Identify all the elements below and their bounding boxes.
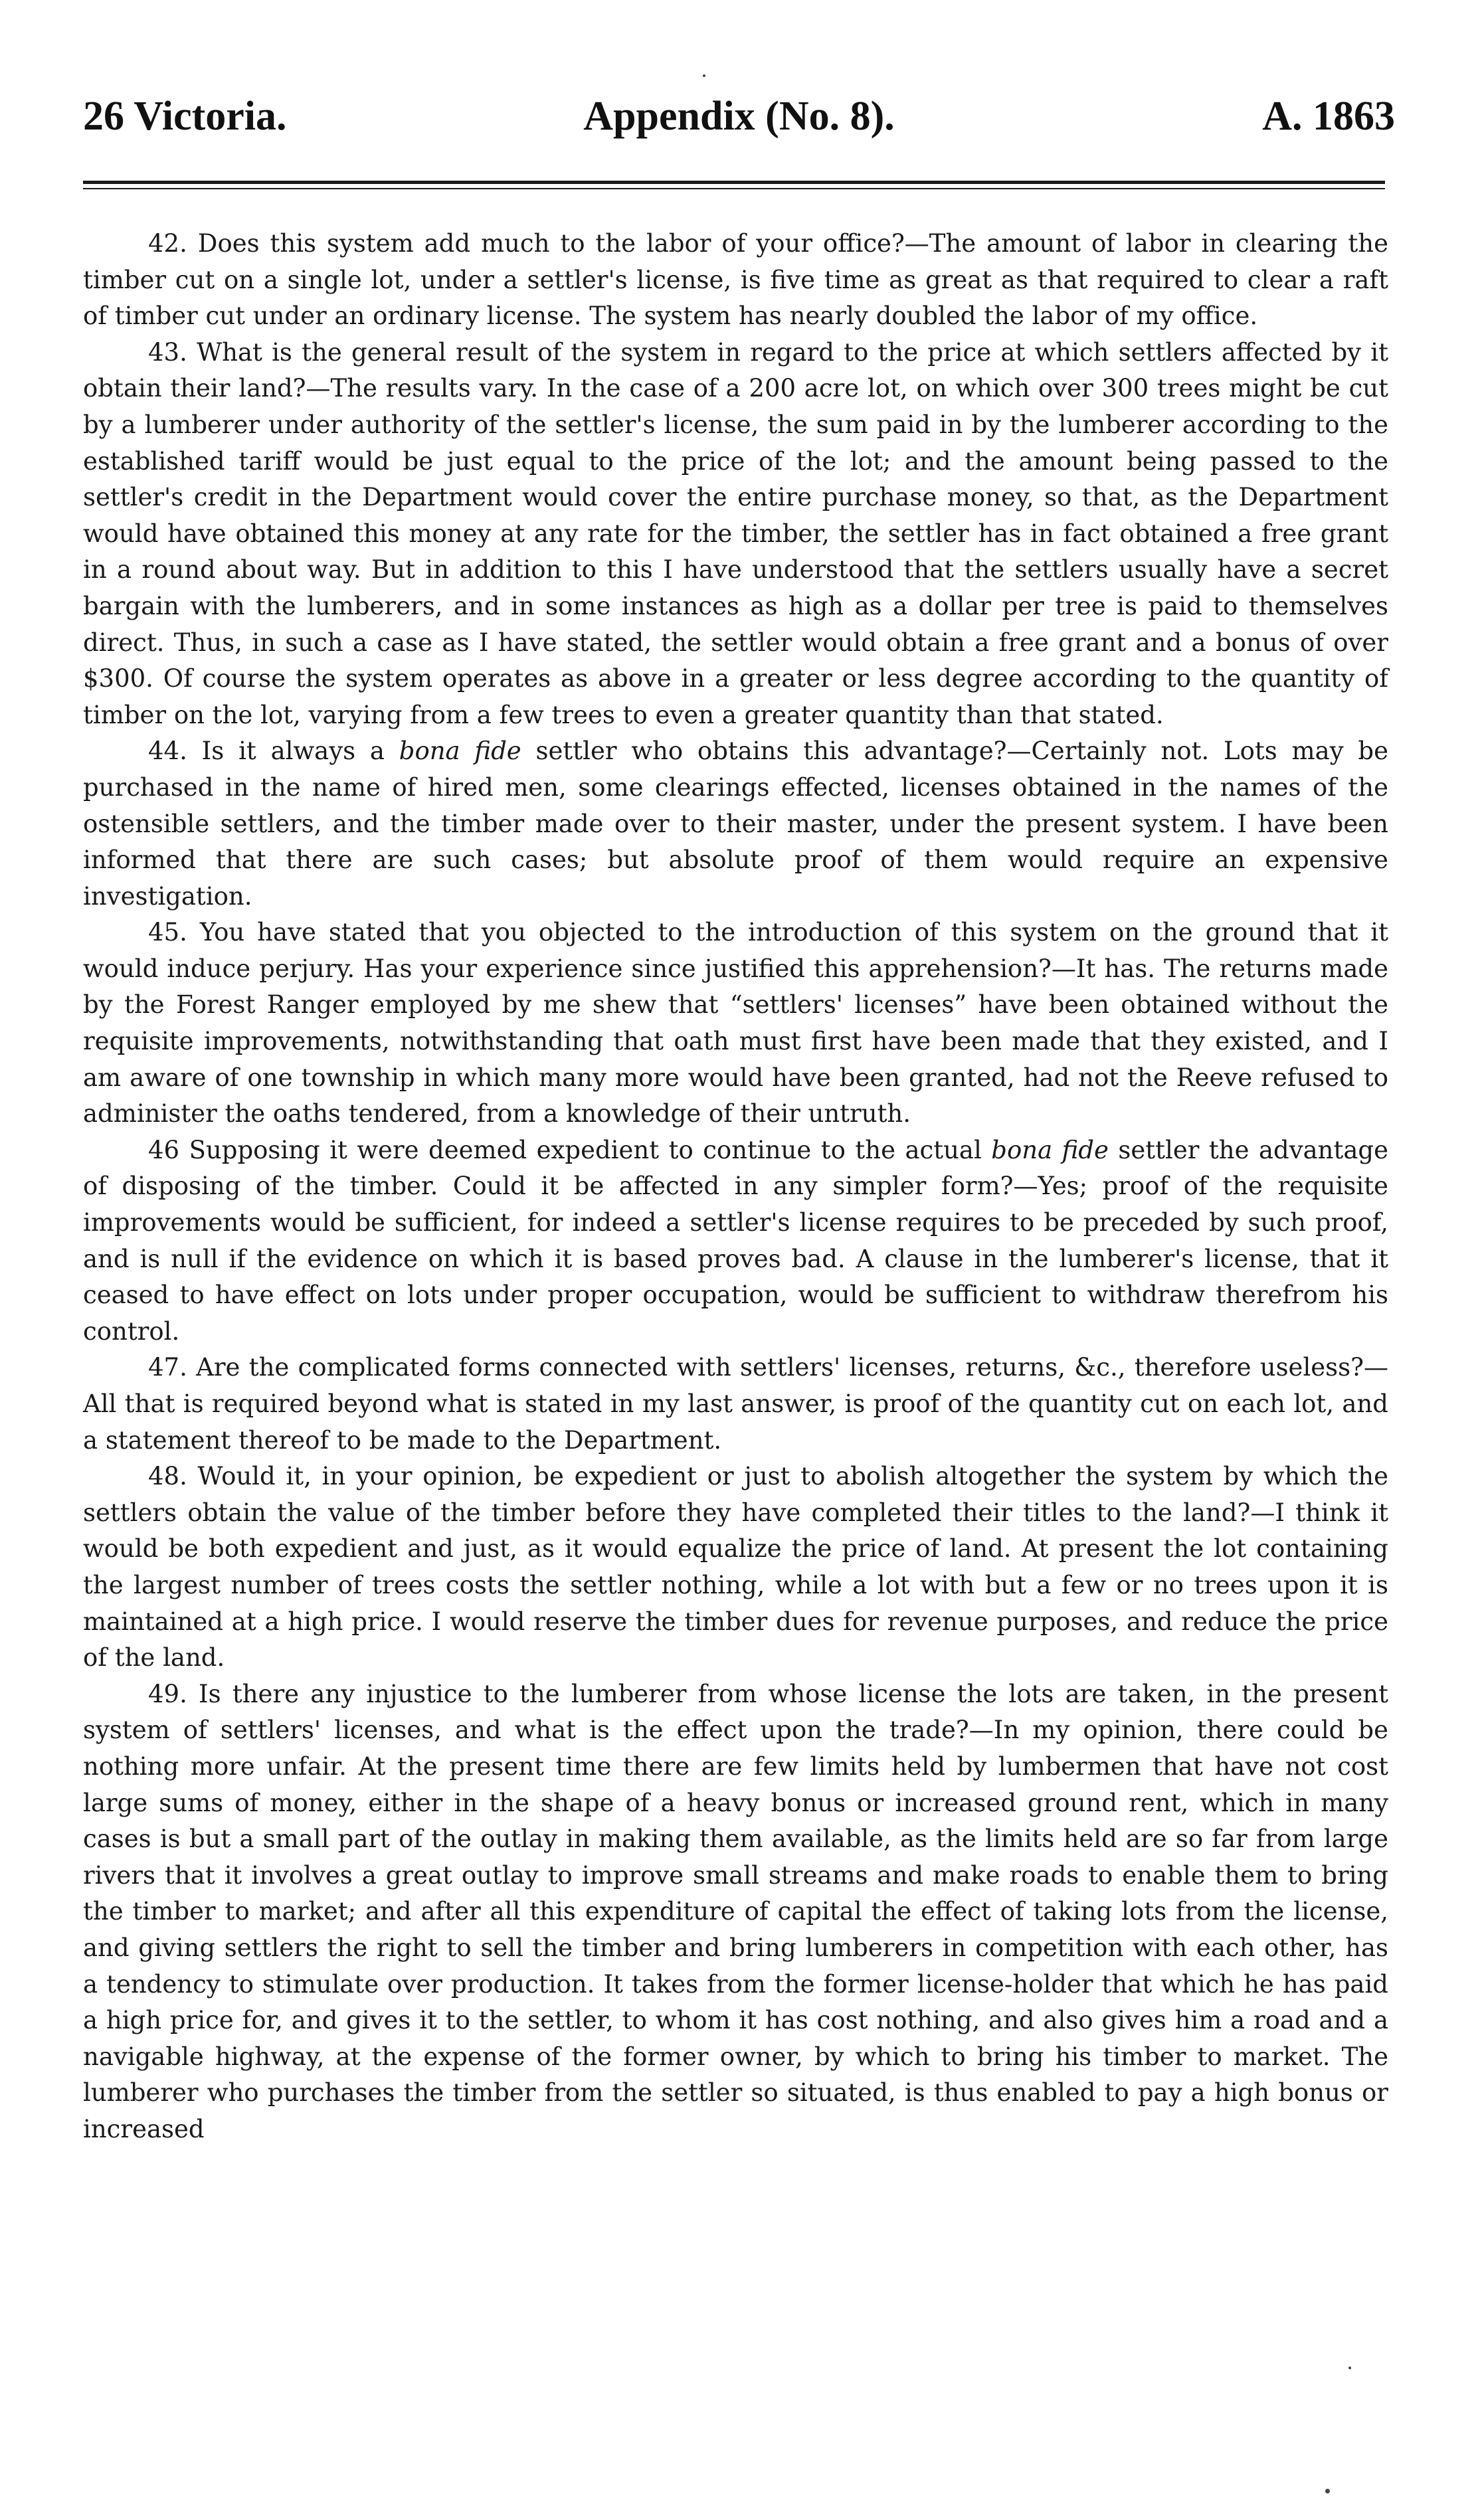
paragraph-number: 42. [148,229,187,258]
answer-text: —All that is required beyond what is stated in my last answer, is proof of the quantity cut on each lot, and a statement thereof to be made to the Department. [83,1353,1388,1455]
question-text-continued: settler who obtains this advantage? [521,737,1007,766]
qa-paragraph-45 [83,915,1388,1132]
qa-paragraph-44 [83,733,1388,915]
question-text: Is there any injustice to the lumberer from whose license the lots are taken, in the present system of settlers' licenses, and what is the effect upon the trade? [83,1679,1388,1745]
answer-text: —Certainly not. Lots may be purchased in the name of hired men, some clearings effected, licenses obtained in the names of the ostensible settlers, and the timber made over to their master, under the present system. I have been informed that there are such cases; but absolute proof of them would require an expensive investigation. [83,737,1388,911]
answer-text: —I think it would be both expedient and just, as it would equalize the price of land. At present the lot containing the largest number of trees costs the settler nothing, while a lot with but a few or no trees upon it is maintained at a high price. I would reserve the timber dues for revenue purposes, and reduce the price of the land. [83,1498,1389,1672]
header-session: 26 Victoria. [83,94,287,139]
answer-text: —The amount of labor in clearing the timber cut on a single lot, under a settler's license, is five time as great as that required to clear a raft of timber cut under an ordinary license. The system has nearly doubled the labor of my office. [83,229,1388,331]
header-rule-thin [83,188,1385,189]
qa-paragraph-49 [83,1676,1388,2148]
paragraph-number: 47. [148,1353,187,1382]
paragraph-number: 43. [148,337,187,367]
question-italic-term: bona fide [991,1135,1109,1164]
question-text: Are the complicated forms connected with settlers' licenses, returns, &c., therefore useless? [196,1353,1364,1382]
qa-paragraph-46 [83,1132,1388,1350]
scan-speck [1325,2489,1330,2493]
paragraph-number: 44. [148,737,187,766]
header-appendix-title: Appendix (No. 8). [583,94,895,139]
answer-text: —In my opinion, there could be nothing more unfair. At the present time there are few limits held by lumbermen that have not cost large sums of money, either in the shape of a heavy bonus or increased ground rent, which in many cases is but a small part of the outlay in making them available, as the limits held are so far from large rivers that it involves a great outlay to improve small streams and make roads to enable them to bring the timber to market; and after all this expenditure of capital the effect of taking lots from the license, and giving settlers the right to sell the timber and bring lumberers in competition with each other, has a tendency to stimulate over production. It takes from the former license-holder that which he has paid a high price for, and gives it to the settler, to whom it has cost nothing, and also gives him a road and a navigable highway, at the expense of the former owner, by which to bring his timber to market. The lumberer who purchases the timber from the settler so situated, is thus enabled to pay a high bonus or increased [83,1716,1389,2143]
paragraph-number: 48. [148,1462,187,1491]
qa-paragraph-47 [83,1350,1388,1459]
question-text: What is the general result of the system in regard to the price at which settlers affected by it obtain their land? [83,337,1388,403]
header-rule-thick [83,181,1385,184]
answer-text: —It has. The returns made by the Forest Ranger employed by me shew that “settlers' licenses” have been obtained without the requisite improvements, notwithstanding that oath must first have been made that they existed, and I am aware of one township in which many more would have been granted, had not the Reeve refused to administer the oaths tendered, from a knowledge of their untruth. [83,954,1388,1128]
scan-speck [703,74,705,77]
question-text: Would it, in your opinion, be expedient or just to abolish altogether the system by which the settlers obtain the value of the timber before they have completed their titles to the land? [83,1462,1388,1527]
running-header [83,93,1395,146]
question-text: Supposing it were deemed expedient to continue to the actual [189,1135,992,1164]
answer-text: —The results vary. In the case of a 200 acre lot, on which over 300 trees might be cut by a lumberer under authority of the settler's license, the sum paid in by the lumberer according to the established tariff would be just equal to the price of the lot; and the amount being passed to the settler's credit in the Department would cover the entire purchase money, so that, as the Department would have obtained this money at any rate for the timber, the settler has in fact obtained a free grant in a round about way. But in addition to this I have understood that the settlers usually have a secret bargain with the lumberers, and in some instances as high as a dollar per tree is paid to themselves direct. Thus, in such a case as I have stated, the settler would obtain a free grant and a bonus of over $300. Of course the system operates as above in a greater or less degree according to the quantity of timber on the lot, varying from a few trees to even a greater quantity than that stated. [83,374,1388,729]
paragraph-number: 49. [148,1679,187,1708]
scan-speck [1348,2367,1351,2369]
qa-paragraph-42 [83,226,1388,335]
page-body [83,226,1388,2147]
header-year: A. 1863 [1262,94,1395,139]
question-text: You have stated that you objected to the introduction of this system on the ground that it would induce perjury. Has your experience since justified this apprehension? [83,918,1389,983]
qa-paragraph-43 [83,335,1388,734]
question-text-continued: settler the advantage of disposing of the timber. Could it be affected in any simpler form? [83,1135,1388,1201]
question-text: Does this system add much to the labor of your office? [197,229,905,258]
paragraph-number: 45. [148,918,187,947]
answer-text: —Yes; proof of the requisite improvements would be sufficient, for indeed a settler's license requires to be preceded by such proof, and is null if the evidence on which it is based proves bad. A clause in the lumberer's license, that it ceased to have effect on lots under proper occupation, would be sufficient to withdraw therefrom his control. [83,1172,1389,1346]
question-italic-term: bona fide [399,737,521,766]
question-text: Is it always a [201,737,399,766]
paragraph-number: 46 [148,1135,180,1164]
qa-paragraph-48 [83,1459,1388,1676]
